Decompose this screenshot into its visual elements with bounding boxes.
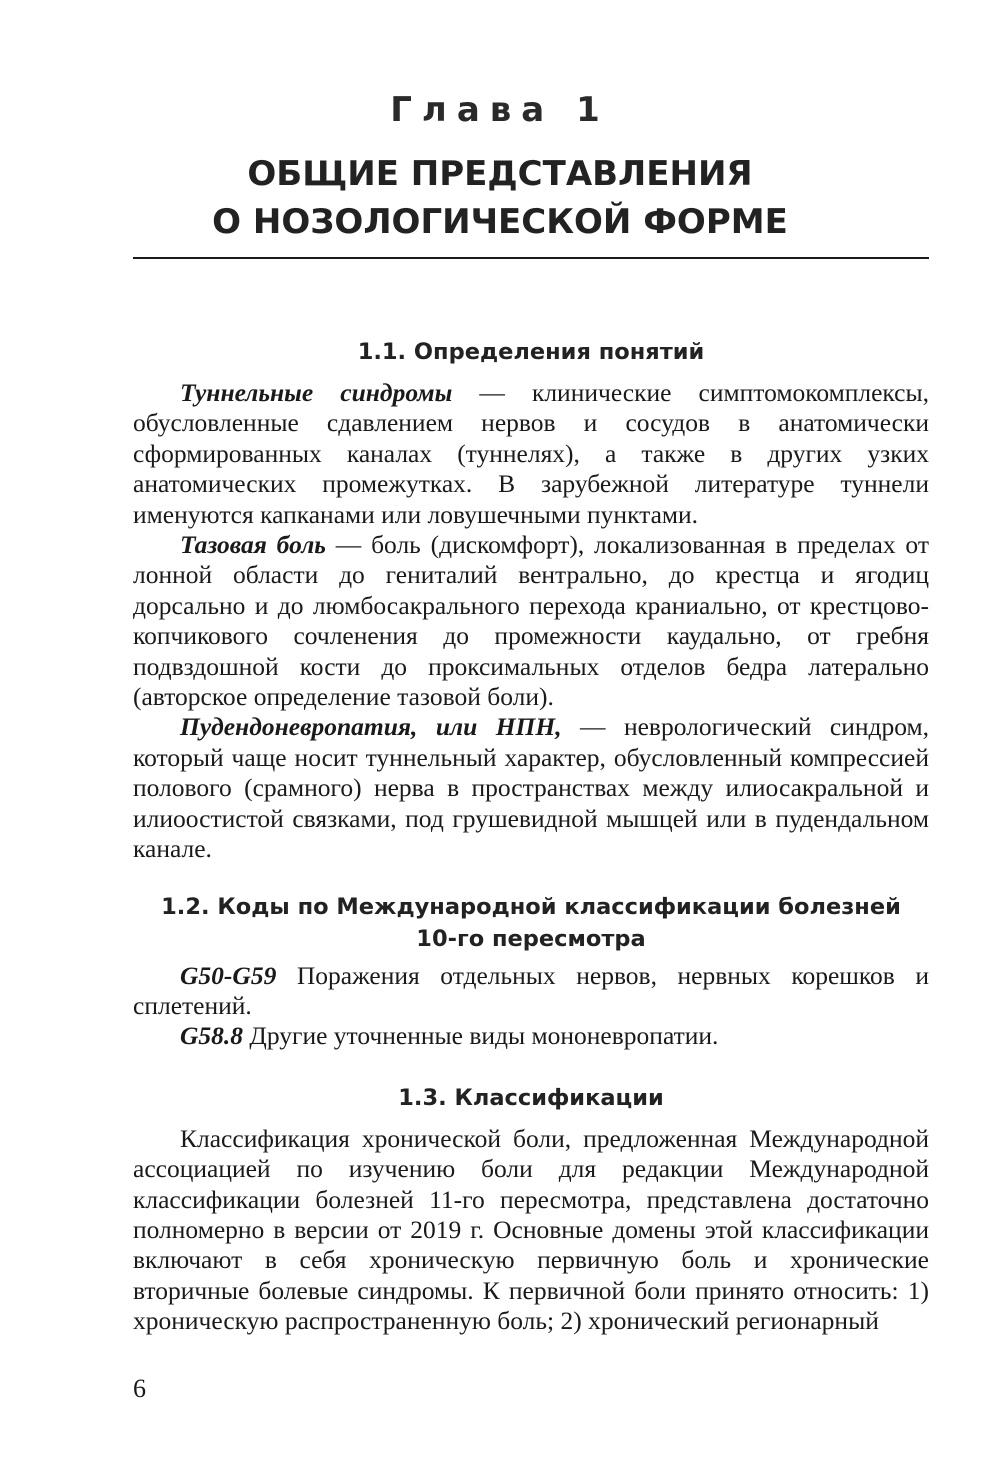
icd-code: G50-G59	[180, 960, 277, 990]
section-2-heading	[133, 891, 929, 955]
chapter-label: Глава 1	[390, 90, 610, 130]
section-2-heading-line-1: 1.2. Коды по Международной классификации болезней	[161, 893, 901, 920]
definition-text: — неврологический синдром, который чаще носит туннельный характер, обусловленный компрессией полового (срамного) нерва в пространствах между илиосакральной и илиоостистой связками, под грушевидной мышцей или в пудендальном канале.	[133, 712, 930, 864]
definition-term: Тазовая боль	[180, 530, 326, 560]
definition-paragraph	[133, 378, 929, 530]
definition-term: Пудендоневропатия, или НПН,	[180, 712, 562, 742]
chapter-divider	[133, 257, 929, 259]
section-1-heading: 1.1. Определения понятий	[357, 339, 705, 365]
definition-text: — клинические симптомокомплексы, обусловленные сдавлением нервов и сосудов в анатомически сформированных каналах (туннелях), а также в других узких анатомических промежутках. В зарубежной литературе туннели именуются капканами или ловушечными пунктами.	[133, 378, 929, 529]
icd-code-item	[133, 1021, 929, 1051]
icd-description: Другие уточненные виды мононевропатии.	[243, 1021, 719, 1051]
icd-description: Поражения отдельных нервов, нервных корешков и сплетений.	[133, 960, 929, 1020]
definition-term: Туннельные синдромы	[180, 378, 453, 407]
chapter-title	[0, 150, 1000, 246]
icd-code: G58.8	[180, 1021, 244, 1051]
classification-paragraph: Классификация хронической боли, предложенная Международной ассоциацией по изучению боли для редакции Международной классификации болезней 11-го пересмотра, представлена достаточно полномерно в версии от 2019 г. Основные домены этой классификации включают в себя хроническую первичную боль и хронические вторичные болевые синдромы. К первичной боли принято относить: 1) хроническую распространенную боль; 2) хронический регионарный	[133, 1123, 929, 1336]
page-number: 6	[133, 1374, 146, 1403]
chapter-title-line-1: ОБЩИЕ ПРЕДСТАВЛЕНИЯ	[247, 154, 753, 194]
definition-text: — боль (дискомфорт), локализованная в пределах от лонной области до гениталий вентрально, до крестца и ягодиц дорсально и до люмбосакрального перехода краниально, от крестцово-копчикового сочленения до промежности каудально, от гребня подвздошной кости до проксимальных отделов бедра латерально (авторское определение тазовой боли).	[133, 530, 929, 712]
icd-code-item	[133, 961, 929, 1022]
section-3-heading: 1.3. Классификации	[398, 1084, 664, 1111]
definition-paragraph	[133, 530, 929, 712]
page-content	[133, 336, 929, 1337]
section-2-heading-line-2: 10-го пересмотра	[416, 925, 646, 952]
chapter-title-line-2: О НОЗОЛОГИЧЕСКОЙ ФОРМЕ	[212, 202, 788, 242]
definition-paragraph	[133, 712, 929, 864]
